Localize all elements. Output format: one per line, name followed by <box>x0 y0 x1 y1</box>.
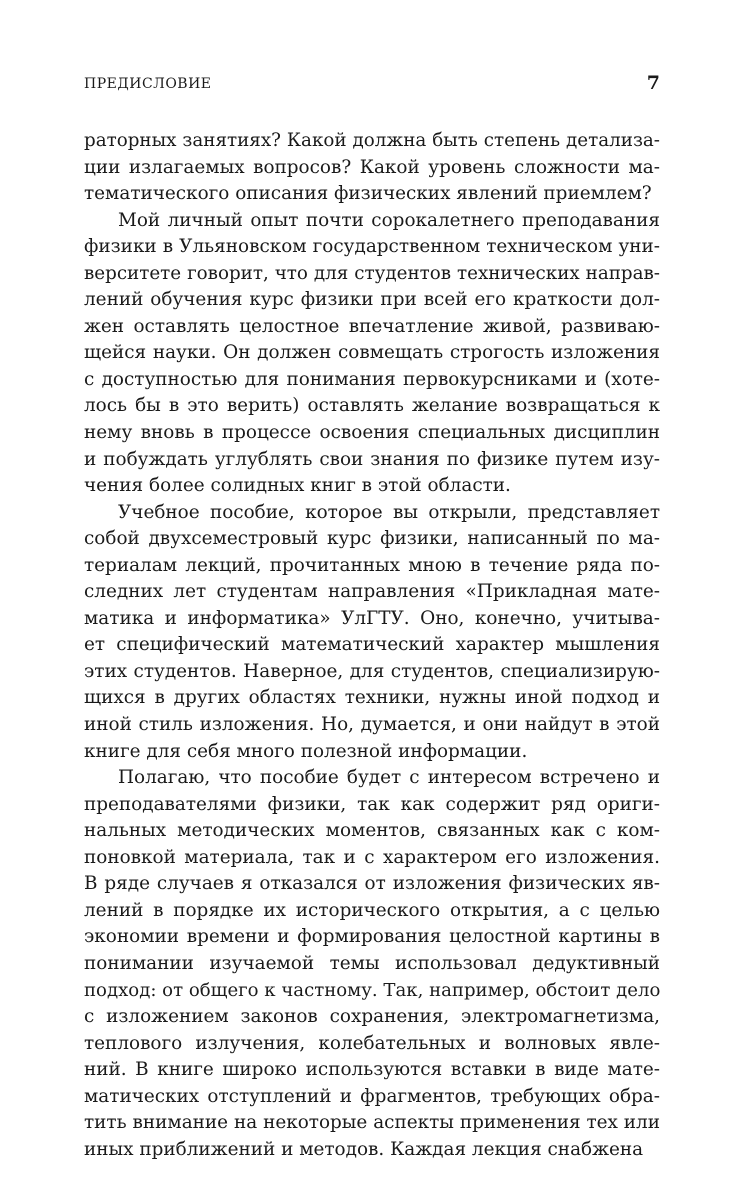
text-line: Мой личный опыт почти сорокалетнего преподавания <box>118 209 660 231</box>
paragraph <box>84 765 660 1163</box>
paragraph <box>84 500 660 765</box>
text-line: иной стиль изложения. Но, думается, и они найдут в этой <box>84 714 660 736</box>
text-line: матических отступлений и фрагментов, требующих обра- <box>84 1085 660 1107</box>
paragraph <box>84 208 660 500</box>
text-line: следних лет студентам направления «Прикладная мате- <box>84 581 660 603</box>
text-line: ний. В книге широко используются вставки в виде мате- <box>84 1059 660 1081</box>
text-line: тить внимание на некоторые аспекты применения тех или <box>84 1112 660 1134</box>
text-line: лений обучения курс физики при всей его краткости дол- <box>84 289 660 311</box>
text-line: с изложением законов сохранения, электромагнетизма, <box>84 1006 660 1028</box>
text-line: раторных занятиях? Какой должна быть степень детализа- <box>84 130 660 151</box>
text-line: ции излагаемых вопросов? Какой уровень сложности ма- <box>84 156 660 178</box>
running-title: ПРЕДИСЛОВИЕ <box>84 76 212 92</box>
text-line: лений в порядке их исторического открытия, а с целью <box>84 899 660 921</box>
text-line: верситете говорит, что для студентов технических направ- <box>84 262 660 284</box>
text-line: экономии времени и формирования целостной картины в <box>84 926 660 948</box>
text-line: с доступностью для понимания первокурсниками и (хоте- <box>84 368 660 390</box>
text-line: нему вновь в процессе освоения специальных дисциплин <box>84 422 660 444</box>
text-line: чения более солидных книг в этой области. <box>84 475 511 497</box>
text-line: теплового излучения, колебательных и волновых явле- <box>84 1032 660 1054</box>
text-line: собой двухсеместровый курс физики, написанный по ма- <box>84 528 660 550</box>
page-number: 7 <box>646 72 660 94</box>
text-line: Учебное пособие, которое вы открыли, представляет <box>118 501 660 523</box>
paragraph <box>84 128 660 208</box>
text-line: подход: от общего к частному. Так, например, обстоит дело <box>84 979 661 1001</box>
text-line: физики в Ульяновском государственном техническом уни- <box>84 236 660 258</box>
text-line: иных приближений и методов. Каждая лекция снабжена <box>84 1138 644 1160</box>
text-line: нальных методических моментов, связанных как с ком- <box>84 820 660 842</box>
text-line: жен оставлять целостное впечатление живой, развиваю- <box>84 315 660 337</box>
text-line: этих студентов. Наверное, для студентов, специализирую- <box>84 660 660 682</box>
text-line: В ряде случаев я отказался от изложения физических яв- <box>84 873 660 895</box>
text-line: щейся науки. Он должен совмещать строгость изложения <box>84 342 660 364</box>
text-line: матика и информатика» УлГТУ. Оно, конечно, учитыва- <box>84 607 660 629</box>
text-line: преподавателями физики, так как содержит ряд ориги- <box>84 793 660 815</box>
text-line: и побуждать углублять свои знания по физике путем изу- <box>84 448 660 470</box>
text-line: териалам лекций, прочитанных мною в течение ряда по- <box>84 554 660 576</box>
body-text <box>84 128 660 1163</box>
text-line: ет специфический математический характер мышления <box>84 634 660 656</box>
text-line: книге для себя много полезной информации. <box>84 740 528 762</box>
text-line: тематического описания физических явлений приемлем? <box>84 183 652 205</box>
text-line: Полагаю, что пособие будет с интересом встречено и <box>118 767 660 789</box>
text-line: лось бы в это верить) оставлять желание возвращаться к <box>84 395 660 417</box>
text-line: щихся в других областях техники, нужны иной подход и <box>84 687 660 709</box>
text-line: понимании изучаемой темы использовал дедуктивный <box>84 952 660 974</box>
text-line: поновкой материала, так и с характером его изложения. <box>84 846 660 868</box>
